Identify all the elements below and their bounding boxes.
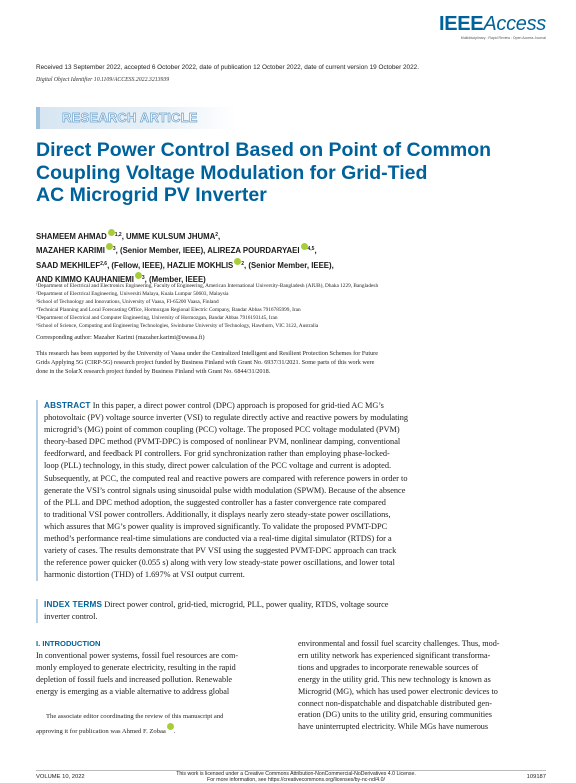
abstract-line: harmonic distortion (THD) of 1.697% at VSI output current.	[44, 570, 245, 580]
funding-statement	[36, 349, 546, 376]
affiliation: ⁶School of Science, Computing and Engineering Technologies, Swinburne University of Technology, Hawthorn, VIC 3122, Australia	[36, 323, 319, 329]
author-sep: ,	[218, 232, 221, 241]
paragraph-line: connect non-dispatchable and dispatchable distributed gen-	[298, 698, 492, 708]
publication-dates: Received 13 September 2022, accepted 6 October 2022, date of publication 12 October 2022, date of current version 19 October 2022.	[36, 64, 419, 71]
author-name: , UMME KULSUM JHUMA	[121, 232, 216, 241]
affil-sup: 2	[215, 232, 219, 238]
index-line: inverter control.	[44, 612, 98, 622]
abstract-line: the reference power quicker (0.055 s) along with very low steady-state power oscillations, and lower total	[44, 558, 395, 568]
paragraph-line: energy is emerging as a viable alternative to address global	[36, 686, 230, 696]
affil-sup: 2,6	[100, 260, 108, 267]
abstract-line: which assures that MG’s power quality is improved significantly. To validate the proposed PVMT-DPC	[44, 521, 388, 531]
logo-tagline: Multidisciplinary : Rapid Review : Open Access Journal	[460, 36, 546, 40]
affiliation: ⁵Department of Electrical and Computer Engineering, University of Hormozgan, Bandar Abbas 7916193145, Iran	[36, 315, 278, 321]
title-line: Coupling Voltage Modulation for Grid-Tied	[36, 161, 428, 184]
footnote-line	[36, 723, 281, 738]
abstract-line: generate the VSI’s control signals using sinusoidal pulse width modulation (SPWM). Because of the absence	[44, 485, 406, 495]
license-line[interactable]: This work is licensed under a Creative Commons Attribution-NonCommercial-NoDerivatives 4.0 License.	[176, 771, 416, 777]
affil-sup: 4,5	[307, 246, 315, 253]
paragraph-line: Microgrid (MG), which has used power electronic devices to	[298, 686, 498, 696]
index-terms-label: INDEX TERMS	[44, 600, 103, 609]
author-name: MAZAHER KARIMI	[36, 246, 105, 256]
affiliation: ³School of Technology and Innovations, University of Vaasa, FI-65200 Vaasa, Finland	[36, 299, 219, 305]
title-line: Direct Power Control Based on Point of Common	[36, 139, 492, 161]
section-heading: I. INTRODUCTION	[36, 639, 101, 648]
affiliation: ⁴Technical Planning and Local Forecasting Office, Hormozgan Regional Electric Company, Bandar Abbas 7916785999, Iran	[36, 307, 301, 313]
logo-ieee: IEEE	[438, 13, 484, 35]
author-name: SAAD MEKHILEF	[36, 260, 101, 270]
funding-line: done in the SolarX research project funded by Business Finland with Grant No. 6844/31/2018.	[36, 368, 271, 375]
abstract-line: Subsequently, at PCC, the computed real and reactive powers are compared with reference powers in order to	[44, 473, 408, 483]
author-name: , (Fellow, IEEE), HAZLIE MOKHLIS	[107, 260, 234, 270]
paragraph-line: depletion of fossil fuels and increased pollution. Renewable	[36, 674, 232, 684]
footer-volume: VOLUME 10, 2022	[36, 774, 85, 780]
author-sep: , (Member, IEEE)	[144, 275, 206, 285]
affiliations	[36, 282, 546, 330]
funding-line: This research has been supported by the University of Vaasa under the Centralized Intelligent and Resilient Protection Schemes for Future	[36, 350, 378, 357]
affil-sup: 3	[141, 275, 145, 282]
paper-title	[36, 139, 496, 207]
abstract-line: method’s performance real-time simulations are conducted via a real-time digital simulator (RTDS) for a	[44, 534, 392, 544]
index-line	[44, 599, 546, 611]
abstract-label: ABSTRACT	[44, 401, 91, 410]
author-list	[36, 229, 546, 287]
abstract-line: feedforward, and feedback PI controllers. For grid synchronization rather than employing phase-locked-	[44, 449, 390, 459]
abstract-text: In this paper, a direct power control (DPC) approach is proposed for grid-tied AC MG’s	[90, 401, 384, 410]
paragraph-line: have uninterrupted electricity. While MGs have numerous	[298, 722, 489, 732]
paragraph-line: ern utility network has experienced significant transforma-	[298, 650, 491, 660]
paragraph-line: In conventional power systems, fossil fuel resources are com-	[36, 651, 239, 660]
abstract-line: to traditional VSI power controllers. Additionally, it displays nearly zero steady-state power oscillations,	[44, 509, 391, 519]
abstract-line: photovoltaic (PV) voltage source inverter (VSI) to regulate directly active and reactive powers by modulating	[44, 413, 409, 423]
paragraph-line: eration (DG) units to the utility grid, ensuring communities	[298, 710, 492, 720]
footnote-period: .	[173, 727, 176, 735]
abstract-line: microgrid’s (MG) point of common coupling (PCC) voltage. The proposed PCC voltage modulated (PVM)	[44, 425, 400, 435]
intro-left-column	[36, 650, 281, 698]
abstract-line: of the PLL and DPC method adoption, the suggested controller has a faster convergence rate compared	[44, 497, 386, 507]
footnote-text: approving it for publication was Ahmed F. Zobaa	[36, 727, 166, 735]
author-name: SHAMEEM AHMAD	[36, 232, 107, 241]
index-terms-text: Direct power control, grid-tied, microgrid, PLL, power quality, RTDS, voltage source	[102, 600, 389, 609]
author-sep: , (Senior Member, IEEE),	[244, 260, 334, 270]
abstract-block	[36, 400, 546, 581]
paragraph-line: energy in the utility grid. This new technology is known as	[298, 674, 491, 684]
journal-logo	[439, 14, 546, 40]
index-terms-block	[36, 599, 546, 623]
affil-sup: 1,2	[114, 232, 122, 238]
author-line	[36, 243, 546, 257]
abstract-line: loop (PLL) technology, in this study, direct power calculation of the PCC voltage and current is adopted.	[44, 461, 392, 471]
affiliation: ¹Department of Electrical and Electronics Engineering, Faculty of Engineering, American International University-Bangladesh (AIUB), Dhaka 1229, Bangladesh	[36, 283, 379, 289]
corresponding-author: Corresponding author: Mazaher Karimi (mazaher.karimi@uwasa.fi)	[36, 334, 205, 341]
orcid-icon[interactable]	[106, 243, 113, 250]
funding-line: Grids Applying 5G (CIRP-5G) research project funded by Business Finland with Grant No. 6937/31/2021. Some parts of this work were	[36, 359, 375, 366]
orcid-icon[interactable]	[167, 723, 174, 730]
license-line[interactable]: For more information, see https://creativecommons.org/licenses/by-nc-nd/4.0/	[207, 777, 385, 783]
footer-license	[160, 771, 432, 783]
author-line	[36, 229, 546, 243]
index-terms	[44, 599, 546, 623]
paragraph-line: monly employed to generate electricity, resulting in the rapid	[36, 662, 236, 672]
title-line: AC Microgrid PV Inverter	[36, 184, 267, 207]
editor-footnote	[36, 711, 281, 737]
author-sep: ,	[314, 246, 317, 256]
author-line	[36, 258, 546, 272]
footnote-line: The associate editor coordinating the review of this manuscript and	[46, 713, 224, 720]
affil-sup: 3	[112, 246, 116, 253]
orcid-icon[interactable]	[108, 229, 115, 236]
logo-access: Access	[483, 13, 546, 35]
orcid-icon[interactable]	[301, 243, 308, 250]
abstract-line: theory-based DPC method (PVMT-DPC) is composed of nonlinear PVM, nonlinear damping, conventional	[44, 437, 401, 447]
intro-right-column	[298, 638, 543, 733]
abstract-line: variety of cases. The results demonstrate that PV VSI using the suggested PVMT-DPC approach can track	[44, 546, 397, 556]
doi: Digital Object Identifier 10.1109/ACCESS.2022.3213939	[36, 77, 170, 83]
page-number: 109187	[526, 774, 546, 780]
affil-sup: 2	[241, 260, 245, 267]
paragraph-line: tions and upgrades to incorporate renewable sources of	[298, 662, 479, 672]
author-name: AND KIMMO KAUHANIEMI	[36, 275, 134, 285]
paragraph-line: environmental and fossil fuel scarcity challenges. Thus, mod-	[298, 639, 500, 648]
orcid-icon[interactable]	[135, 272, 142, 279]
affiliation: ²Department of Electrical Engineering, Universiti Malaya, Kuala Lumpur 50603, Malaysia	[36, 291, 229, 297]
article-type: RESEARCH ARTICLE	[62, 110, 198, 125]
author-name: , (Senior Member, IEEE), ALIREZA POURDARYAEI	[115, 246, 300, 256]
abstract-line	[44, 400, 546, 412]
abstract	[44, 400, 546, 581]
